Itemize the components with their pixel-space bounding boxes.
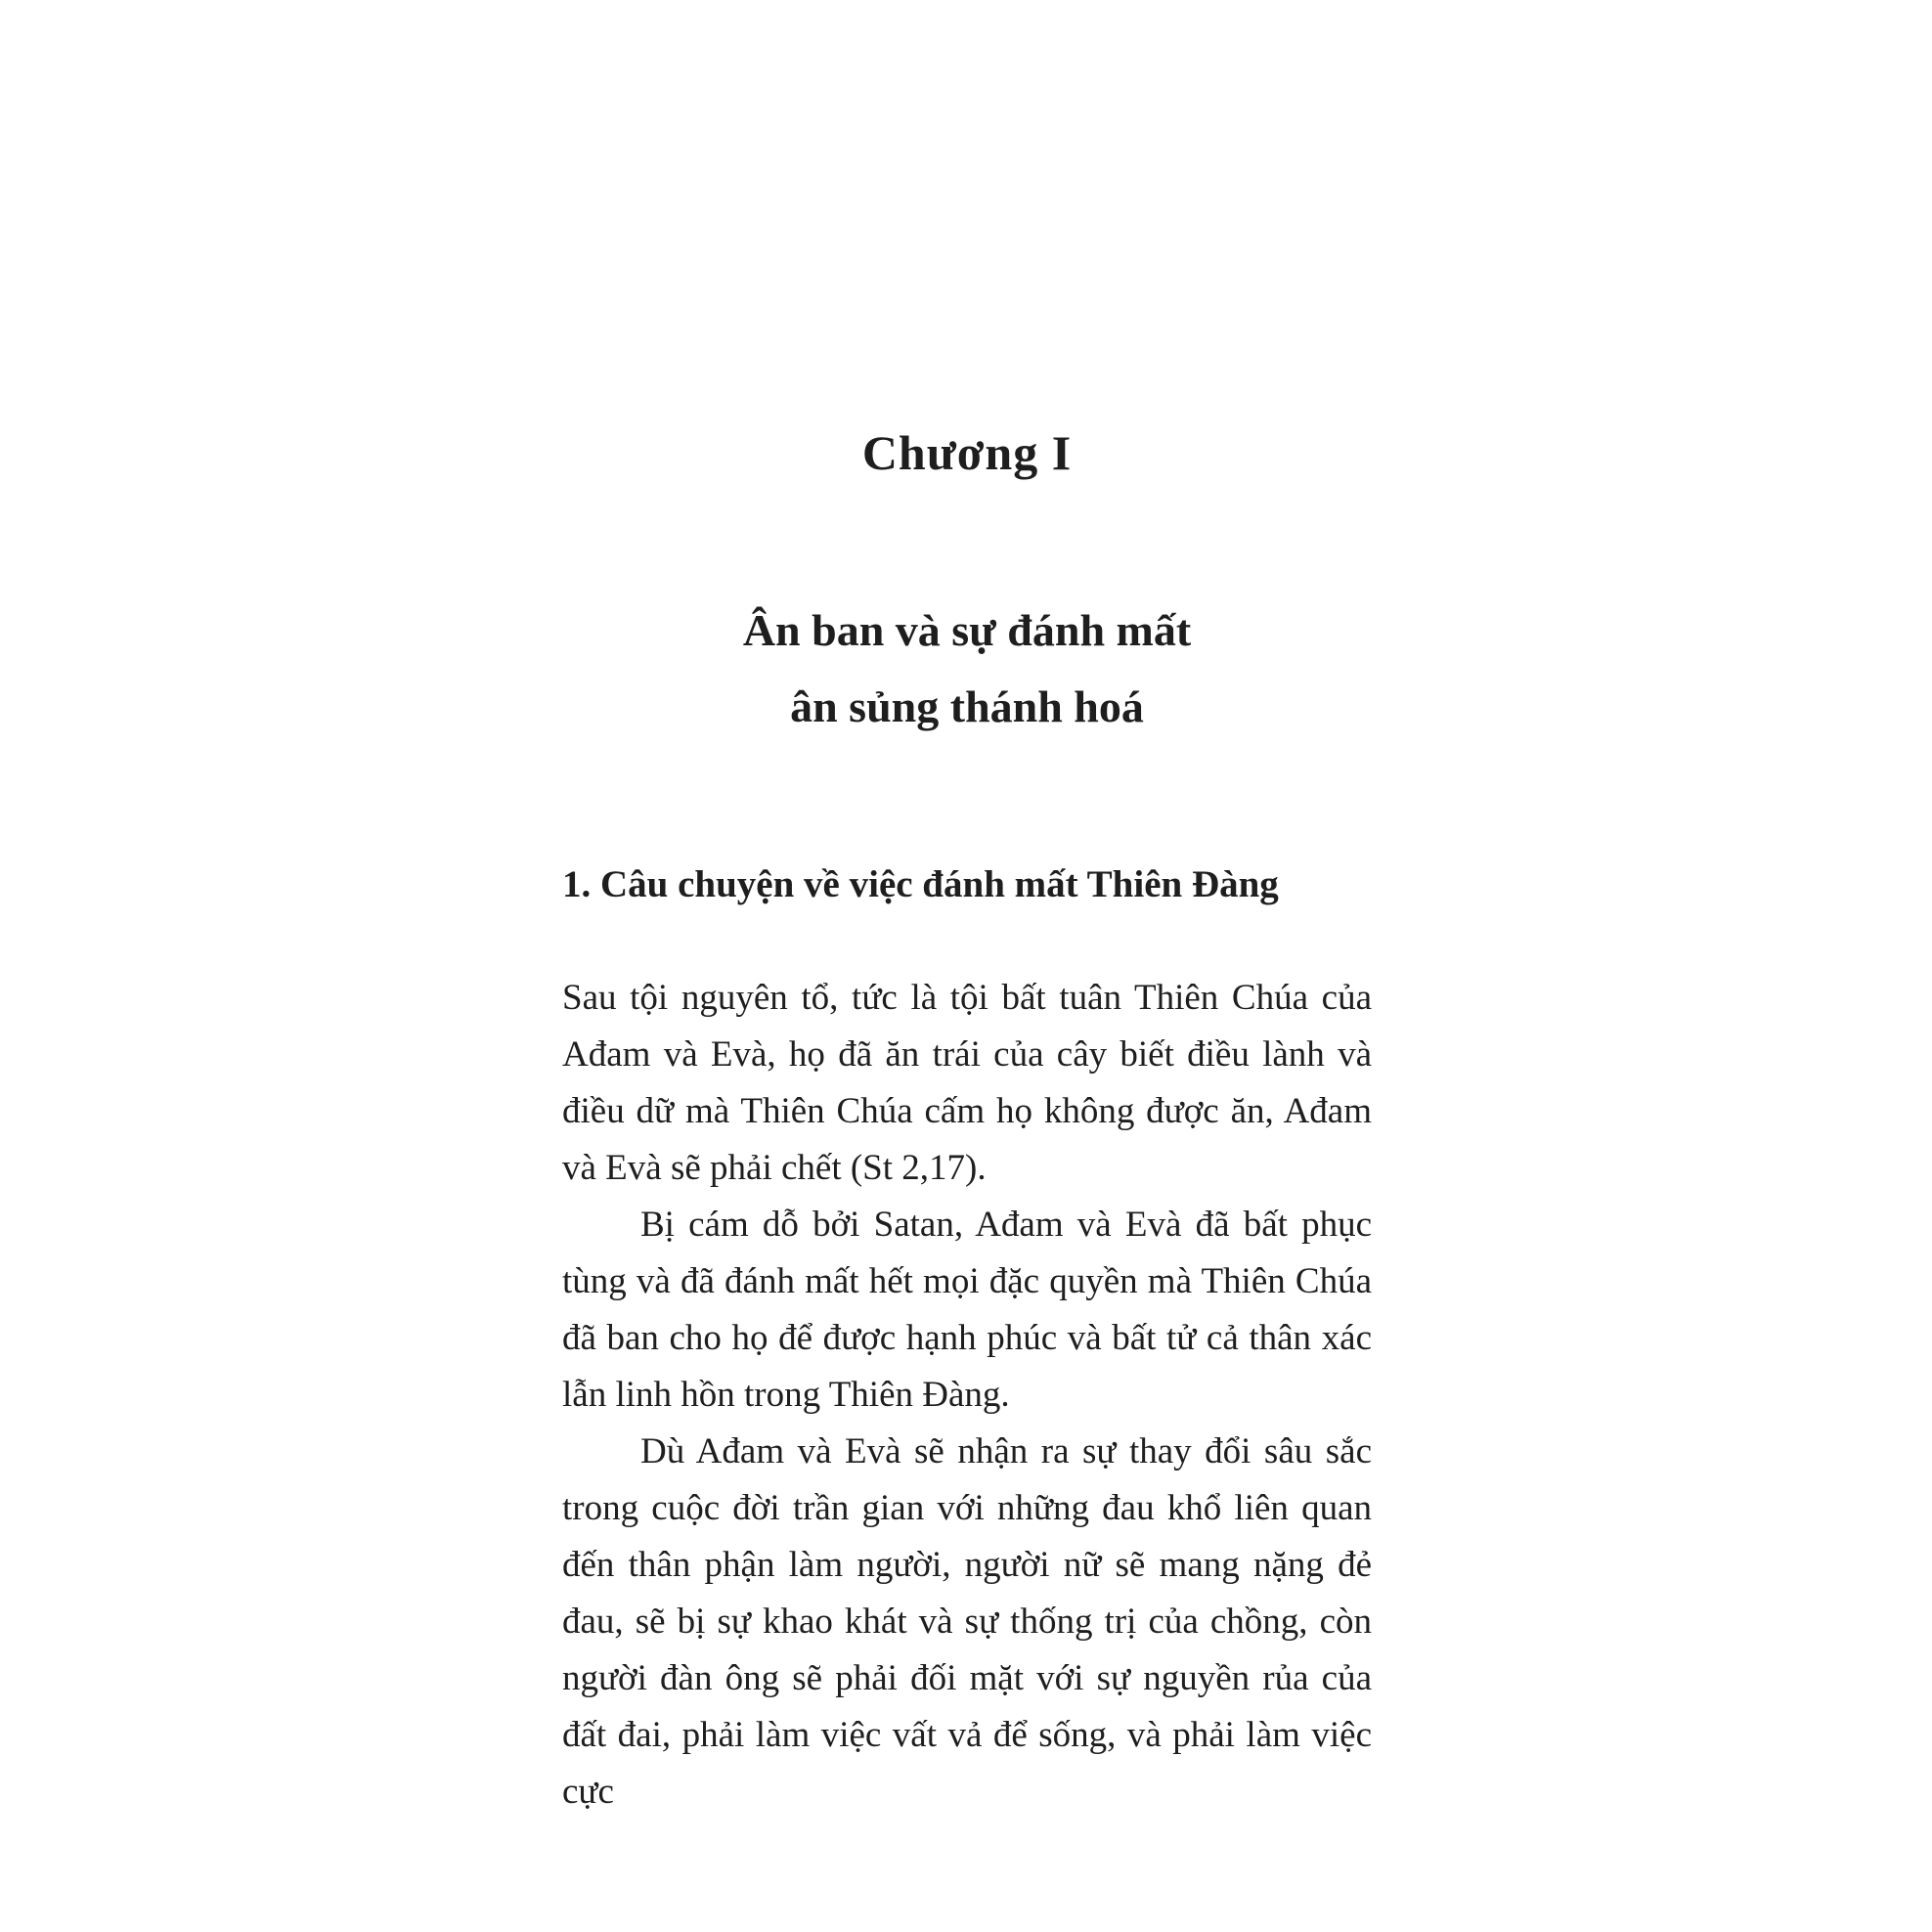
section-heading: 1. Câu chuyện về việc đánh mất Thiên Đàng [562,863,1279,905]
chapter-title-line-1: Ân ban và sự đánh mất [742,605,1192,655]
chapter-title [562,593,1372,745]
chapter-label: Chương I [861,425,1073,480]
body-paragraph: Dù Ađam và Evà sẽ nhận ra sự thay đổi sâu sắc trong cuộc đời trần gian với những đau khổ liên quan đến thân phận làm người, người nữ sẽ mang nặng đẻ đau, sẽ bị sự khao khát và sự thống trị của chồng, còn người đàn ông sẽ phải đối mặt với sự nguyền rủa của đất đai, phải làm việc vất vả để sống, và phải làm việc cực [562,1431,1372,1812]
chapter-title-line-2: ân sủng thánh hoá [790,681,1144,731]
body-paragraph: Bị cám dỗ bởi Satan, Ađam và Evà đã bất phục tùng và đã đánh mất hết mọi đặc quyền mà Thiên Chúa đã ban cho họ để được hạnh phúc và bất tử cả thân xác lẫn linh hồn trong Thiên Đàng. [562,1205,1372,1415]
body-paragraph: Sau tội nguyên tổ, tức là tội bất tuân Thiên Chúa của Ađam và Evà, họ đã ăn trái của cây biết điều lành và điều dữ mà Thiên Chúa cấm họ không được ăn, Ađam và Evà sẽ phải chết (St 2,17). [562,978,1372,1188]
body-text-block [562,970,1372,1821]
